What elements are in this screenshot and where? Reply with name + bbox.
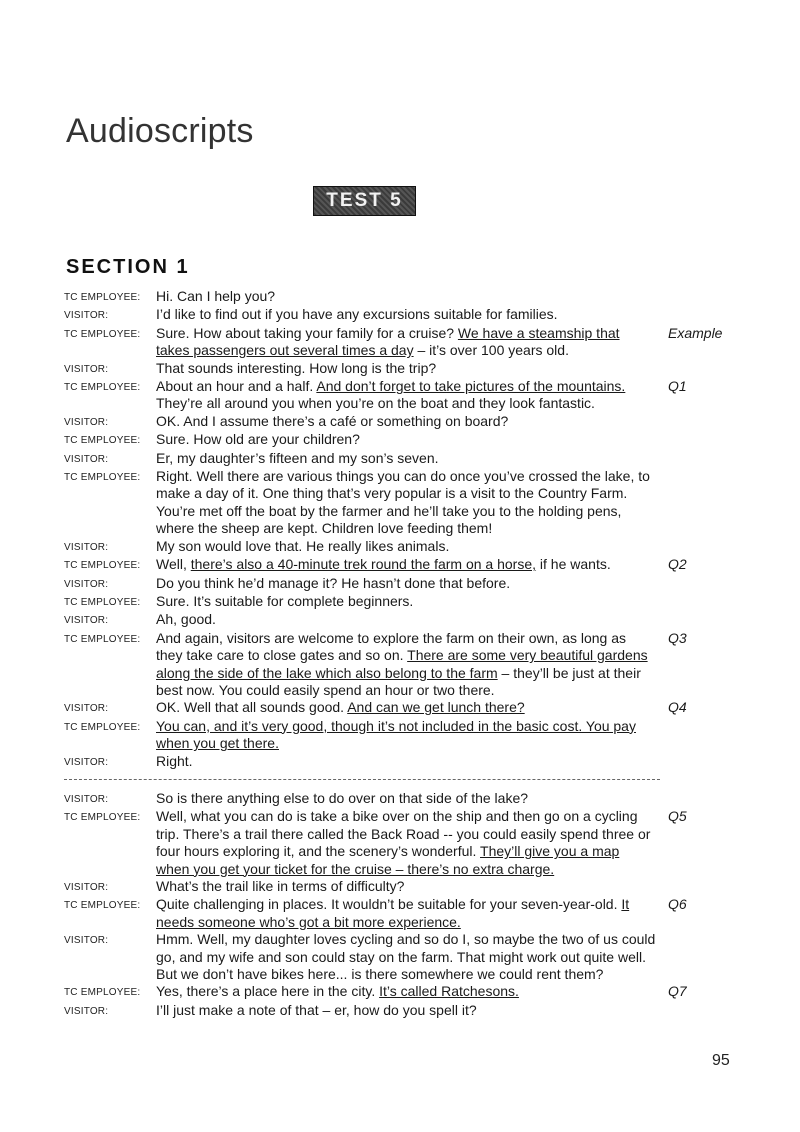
dialogue-row	[64, 288, 736, 306]
dialogue-text-plain: Quite challenging in places. It wouldn’t be suitable for your seven-year-old.	[156, 896, 618, 913]
dialogue-row	[64, 611, 736, 629]
speaker-label: VISITOR:	[64, 310, 109, 322]
dialogue-text	[156, 611, 656, 628]
dialogue-text-plain: Right. Well there are various things you can do once you’ve crossed the lake, to make a day of it. One thing that’s very popular is a visit to the Country Farm. You’re met off the boat by the farmer and he’ll take you to the holding pens, where the sheep are kept. Children love feeding them!	[156, 468, 650, 537]
speaker-label: VISITOR:	[64, 363, 109, 375]
speaker-label: VISITOR:	[64, 793, 109, 805]
dialogue-row	[64, 306, 736, 324]
dialogue-row	[64, 878, 736, 896]
answer-underline: There are some very beautiful gardens along the side of the lake which also belong to the farm	[156, 647, 648, 681]
speaker-label: TC EMPLOYEE:	[64, 328, 141, 340]
dialogue-text	[156, 306, 656, 323]
dialogue-text-plain: OK. And I assume there’s a café or something on board?	[156, 412, 509, 429]
dialogue-text	[156, 468, 656, 538]
answer-underline: And don’t forget to take pictures of the mountains.	[316, 378, 626, 395]
dialogue-row	[64, 538, 736, 556]
dialogue-text	[156, 808, 656, 878]
dialogue-row	[64, 325, 736, 360]
dialogue-row	[64, 1002, 736, 1020]
dialogue-text	[156, 325, 656, 360]
speaker-label: TC EMPLOYEE:	[64, 292, 141, 303]
dialogue-row	[64, 450, 736, 468]
dialogue-text	[156, 983, 656, 1000]
dialogue-text	[156, 413, 656, 430]
dialogue-text-plain: Yes, there’s a place here in the city.	[156, 983, 376, 1000]
section-heading: SECTION 1	[66, 256, 190, 278]
dialogue-text	[156, 931, 656, 983]
speaker-label: VISITOR:	[64, 453, 109, 465]
dialogue-row	[64, 468, 736, 538]
dialogue-text-plain: So is there anything else to do over on that side of the lake?	[156, 789, 529, 806]
dialogue-text	[156, 378, 656, 413]
dialogue-row	[64, 699, 736, 717]
speaker-label: TC EMPLOYEE:	[64, 721, 141, 733]
speaker-label: VISITOR:	[64, 578, 109, 590]
dialogue-text-plain: Ah, good.	[156, 611, 216, 628]
dialogue-row	[64, 983, 736, 1001]
dialogue-text	[156, 556, 656, 573]
test-badge: TEST 5	[313, 186, 416, 216]
dialogue-text-plain: Sure. It’s suitable for complete beginners.	[156, 592, 414, 609]
dialogue-row	[64, 378, 736, 413]
dialogue-text	[156, 699, 656, 716]
dialogue-text-plain: Well,	[156, 556, 187, 573]
dialogue-row	[64, 556, 736, 574]
dialogue-row	[64, 753, 736, 771]
speaker-label: VISITOR:	[64, 756, 109, 768]
dialogue-row	[64, 593, 736, 611]
question-marker: Q4	[668, 699, 687, 716]
dialogue-row	[64, 896, 736, 931]
dialogue-text	[156, 431, 656, 448]
dialogue-row	[64, 575, 736, 593]
dialogue-text-plain: About an hour and a half.	[156, 378, 314, 395]
dialogue-text-plain: Hi. Can I help you?	[156, 288, 276, 304]
dialogue-text	[156, 538, 656, 555]
dialogue-text-after: They’re all around you when you’re on the boat and they look fantastic.	[156, 395, 595, 412]
page-title: Audioscripts	[66, 112, 254, 150]
dialogue-text	[156, 360, 656, 377]
speaker-label: TC EMPLOYEE:	[64, 560, 141, 572]
dialogue-text-plain: Sure. How about taking your family for a cruise?	[156, 324, 455, 341]
question-marker: Q3	[668, 629, 687, 646]
speaker-label: TC EMPLOYEE:	[64, 596, 141, 608]
speaker-label: VISITOR:	[64, 615, 109, 627]
page-number: 95	[712, 1052, 730, 1069]
speaker-label: TC EMPLOYEE:	[64, 812, 141, 824]
speaker-label: TC EMPLOYEE:	[64, 472, 141, 484]
dialogue-text-after: if he wants.	[536, 556, 611, 573]
dialogue-text	[156, 288, 656, 305]
speaker-label: VISITOR:	[64, 416, 109, 428]
dialogue-text-plain: OK. Well that all sounds good.	[156, 699, 345, 716]
answer-underline: They’ll give you a map when you get your ticket for the cruise – there’s no extra charge.	[156, 843, 620, 877]
dialogue-text	[156, 878, 656, 895]
dialogue-text-plain: Hmm. Well, my daughter loves cycling and so do I, so maybe the two of us could go, and my wife and son could stay on the farm. That might work out quite well. But we don’t have bikes here... is there somewhere we could rent them?	[156, 931, 656, 983]
answer-underline: It’s called Ratchesons.	[379, 983, 519, 1000]
question-marker: Q1	[668, 378, 687, 395]
dialogue-text-plain: Sure. How old are your children?	[156, 431, 360, 448]
dialogue-text	[156, 450, 656, 467]
speaker-label: VISITOR:	[64, 541, 109, 553]
dialogue-text-plain: Well, what you can do is take a bike over on the ship and then go on a cycling trip. There’s a trail there called the Back Road -- you could easily spend three or four hours exploring it, and the scenery’s wonderful.	[156, 808, 651, 860]
speaker-label: TC EMPLOYEE:	[64, 900, 141, 912]
speaker-label: VISITOR:	[64, 882, 109, 893]
answer-underline: It needs someone who’s got a bit more experience.	[156, 896, 630, 930]
dialogue-text	[156, 753, 656, 770]
dialogue-row	[64, 808, 736, 878]
dialogue-row	[64, 790, 736, 808]
dialogue-text-plain: I’d like to find out if you have any excursions suitable for families.	[156, 306, 558, 323]
dialogue-text-plain: I’ll just make a note of that – er, how do you spell it?	[156, 1001, 477, 1018]
dialogue-row	[64, 413, 736, 431]
speaker-label: VISITOR:	[64, 703, 109, 715]
speaker-label: TC EMPLOYEE:	[64, 987, 141, 999]
speaker-label: TC EMPLOYEE:	[64, 382, 141, 394]
dialogue-row	[64, 931, 736, 983]
answer-underline: And can we get lunch there?	[347, 699, 525, 716]
dialogue-text	[156, 630, 656, 700]
dialogue-text-plain: Er, my daughter’s fifteen and my son’s seven.	[156, 449, 439, 466]
question-marker: Q5	[668, 808, 687, 825]
question-marker: Q7	[668, 983, 687, 1000]
answer-underline: We have a steamship that takes passengers out several times a day	[156, 324, 620, 359]
dialogue-text	[156, 1002, 656, 1019]
dialogue-text-plain: Do you think he’d manage it? He hasn’t done that before.	[156, 574, 511, 591]
answer-underline: You can, and it’s very good, though it’s not included in the basic cost. You pay when you get there.	[156, 717, 636, 752]
dialogue-text-plain: Right.	[156, 752, 193, 769]
audioscript-dialogue	[64, 288, 736, 1020]
speaker-label: VISITOR:	[64, 935, 109, 947]
dialogue-row	[64, 431, 736, 449]
dialogue-row	[64, 360, 736, 378]
speaker-label: TC EMPLOYEE:	[64, 435, 141, 447]
dialogue-text-plain: And again, visitors are welcome to explore the farm on their own, as long as they take care to close gates and so on.	[156, 629, 627, 664]
question-marker: Example	[668, 324, 723, 341]
dialogue-text-after: – they’ll be just at their best now. You could easily spend an hour or two there.	[156, 664, 641, 698]
section-divider	[64, 779, 660, 780]
dialogue-row	[64, 718, 736, 753]
dialogue-text-plain: My son would love that. He really likes animals.	[156, 537, 450, 554]
answer-underline: there’s also a 40-minute trek round the farm on a horse,	[190, 556, 537, 573]
question-marker: Q6	[668, 896, 687, 913]
dialogue-row	[64, 630, 736, 700]
dialogue-text	[156, 575, 656, 592]
dialogue-text	[156, 896, 656, 931]
dialogue-text	[156, 718, 656, 753]
dialogue-text-after: – it’s over 100 years old.	[413, 342, 569, 359]
question-marker: Q2	[668, 556, 687, 573]
dialogue-text-plain: What’s the trail like in terms of difficulty?	[156, 878, 405, 894]
dialogue-text-plain: That sounds interesting. How long is the trip?	[156, 359, 437, 376]
speaker-label: TC EMPLOYEE:	[64, 633, 141, 645]
dialogue-text	[156, 790, 656, 807]
dialogue-text	[156, 593, 656, 610]
speaker-label: VISITOR:	[64, 1005, 109, 1017]
